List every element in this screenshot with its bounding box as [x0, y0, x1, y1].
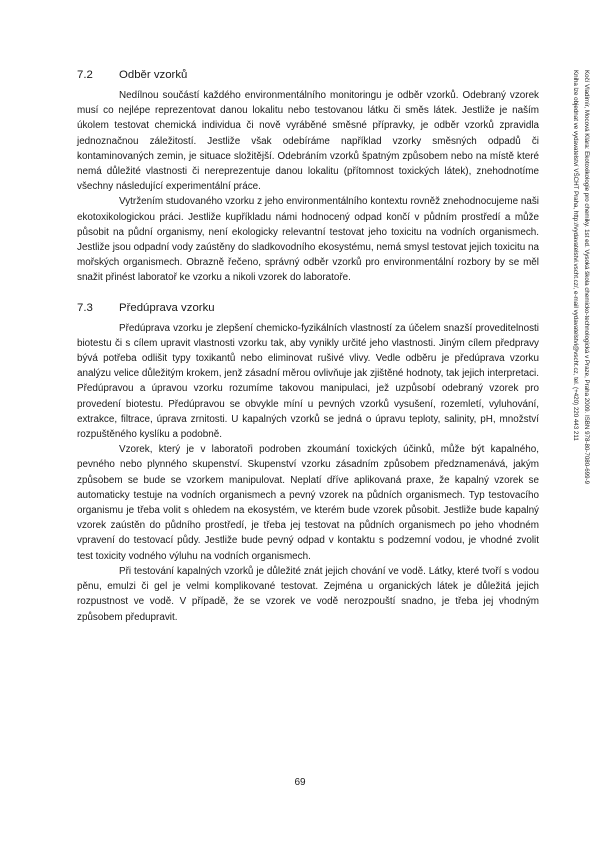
paragraph: Předúprava vzorku je zlepšení chemicko-fyzikálních vlastností za účelem snazší proveditelnosti biotestu či s cílem upravit vlastnosti vzorku tak, aby vynikly určité jeho vlastnosti. Jiným cílem předpravy bývá potřeba odlišit typy toxikantů nebo eliminovat rušivé vlivy. Vedle odběru je předúprava vzorku analýzu velice důležitým krokem, jenž zásadní měrou ovlivňuje jak zjištěné hodnoty, tak jejich interpretaci. Předúpravou a úpravou vzorku rozumíme takovou manipulaci, jež uzpůsobí odebraný vzorek pro provedení biotestu. Předúpravou se obvykle míní u pevných vzorků vysušení, rozemletí, vyluhování, extrakce, filtrace, úprava zrnitosti. U kapalných vzorků se jedná o úpravu teploty, salinity, pH, množství rozpuštěného kyslíku a podobně.: [77, 322, 539, 441]
paragraph: Vytržením studovaného vzorku z jeho environmentálního kontextu rovněž znehodnocujeme naši ekotoxikologickou práci. Jestliže kupříkladu námi hodnocený odpad končí v půdním prostředí a může působit na půdní organismy, není ekologicky relevantní testovat jeho toxicitu na vodních organismech. Jestliže jsou odpadní vody zaústěny do sladkovodního ekosystému, nemá smysl testovat jejich toxicitu na mořských organismech. Obrazně řečeno, správný odběr vzorků pro environmentální rozbory by se měl snažit přinést laboratoř ke vzorku a nikoli vzorek do laboratoře.: [77, 196, 539, 284]
section-heading-7-3: [77, 301, 539, 315]
paragraph: Při testování kapalných vzorků je důležité znát jejich chování ve vodě. Látky, které tvoří s vodou pěnu, emulzi či gel je velmi komplikované testovat. Zejména u organických látek je důležitá jejich rozpustnost ve vodě. V případě, že se vzorek ve vodě nerozpouští snadno, je třeba jej vhodným způsobem předupravit.: [77, 565, 539, 623]
section-number: 7.3: [77, 301, 93, 314]
section-number: 7.2: [77, 69, 93, 81]
paragraph: Vzorek, který je v laboratoři podroben zkoumání toxických účinků, může být kapalného, pevného nebo plynného skupenství. Skupenství vzorku zásadním způsobem předznamenává, jakým způsobem se bude se vzorkem manipulovat. Neplatí dříve aplikovaná praxe, že kapalný vzorek se automaticky testuje na vodních organismech a pevný vzorek na půdních organismech. Typ testovacího organismu je třeba volit s ohledem na ekosystém, ve kterém bude vzorek působit. Jestliže bude kapalný vzorek zaústěn do půdního prostředí, je třeba jej testovat na půdních organismech po jeho vhodném vpravení do testovací půdy. Jestliže bude pevný odpad v kontaktu s podzemní vodou, je vhodné zvolit test toxicity vodného výluhu na vodních organismech.: [77, 444, 539, 562]
page-number: 69: [294, 777, 306, 788]
side-citation-note: [562, 70, 592, 610]
section-heading-7-2: [77, 68, 539, 82]
paragraph: Nedílnou součástí každého environmentálního monitoringu je odběr vzorků. Odebraný vzorek musí co nejlépe reprezentovat danou lokalitu nebo testovanou látku či směs látek. Jestliže je naším úkolem testovat chemická individua či nově vyráběné směsné přípravky, je odběr vzorků zpravidla jednoznačnou záležitostí. Jestliže však odebíráme například vzorky směsných odpadů či kontaminovaných zemin, je situace složitější. Odebráním vzorků špatným způsobem nebo na místě které nemá důležité vlastnosti či nereprezentuje danou lokalitu (přítomnost toxických látek), znehodnotíme všechny následující experimentální práce.: [77, 90, 539, 193]
main-content: [77, 68, 539, 625]
citation-line: Kniha lze objednat ve vydavatelství VŠCHT Praha, http://vydavatelstvi.vscht.cz/, e-mail vydavatelstvi@vscht.cz, tel. (+420) 220 443 211: [572, 70, 579, 441]
citation-line: Kočí Vladimír, Mocová Klára: Ekotoxikologie pro chemiky. 1st ed. Vysoká škola chemicko-technologická v Praze, Praha 2009. ISBN 978-80-7080-699-9: [583, 70, 590, 485]
section-title: Odběr vzorků: [119, 69, 188, 81]
section-title: Předúprava vzorku: [119, 301, 215, 314]
